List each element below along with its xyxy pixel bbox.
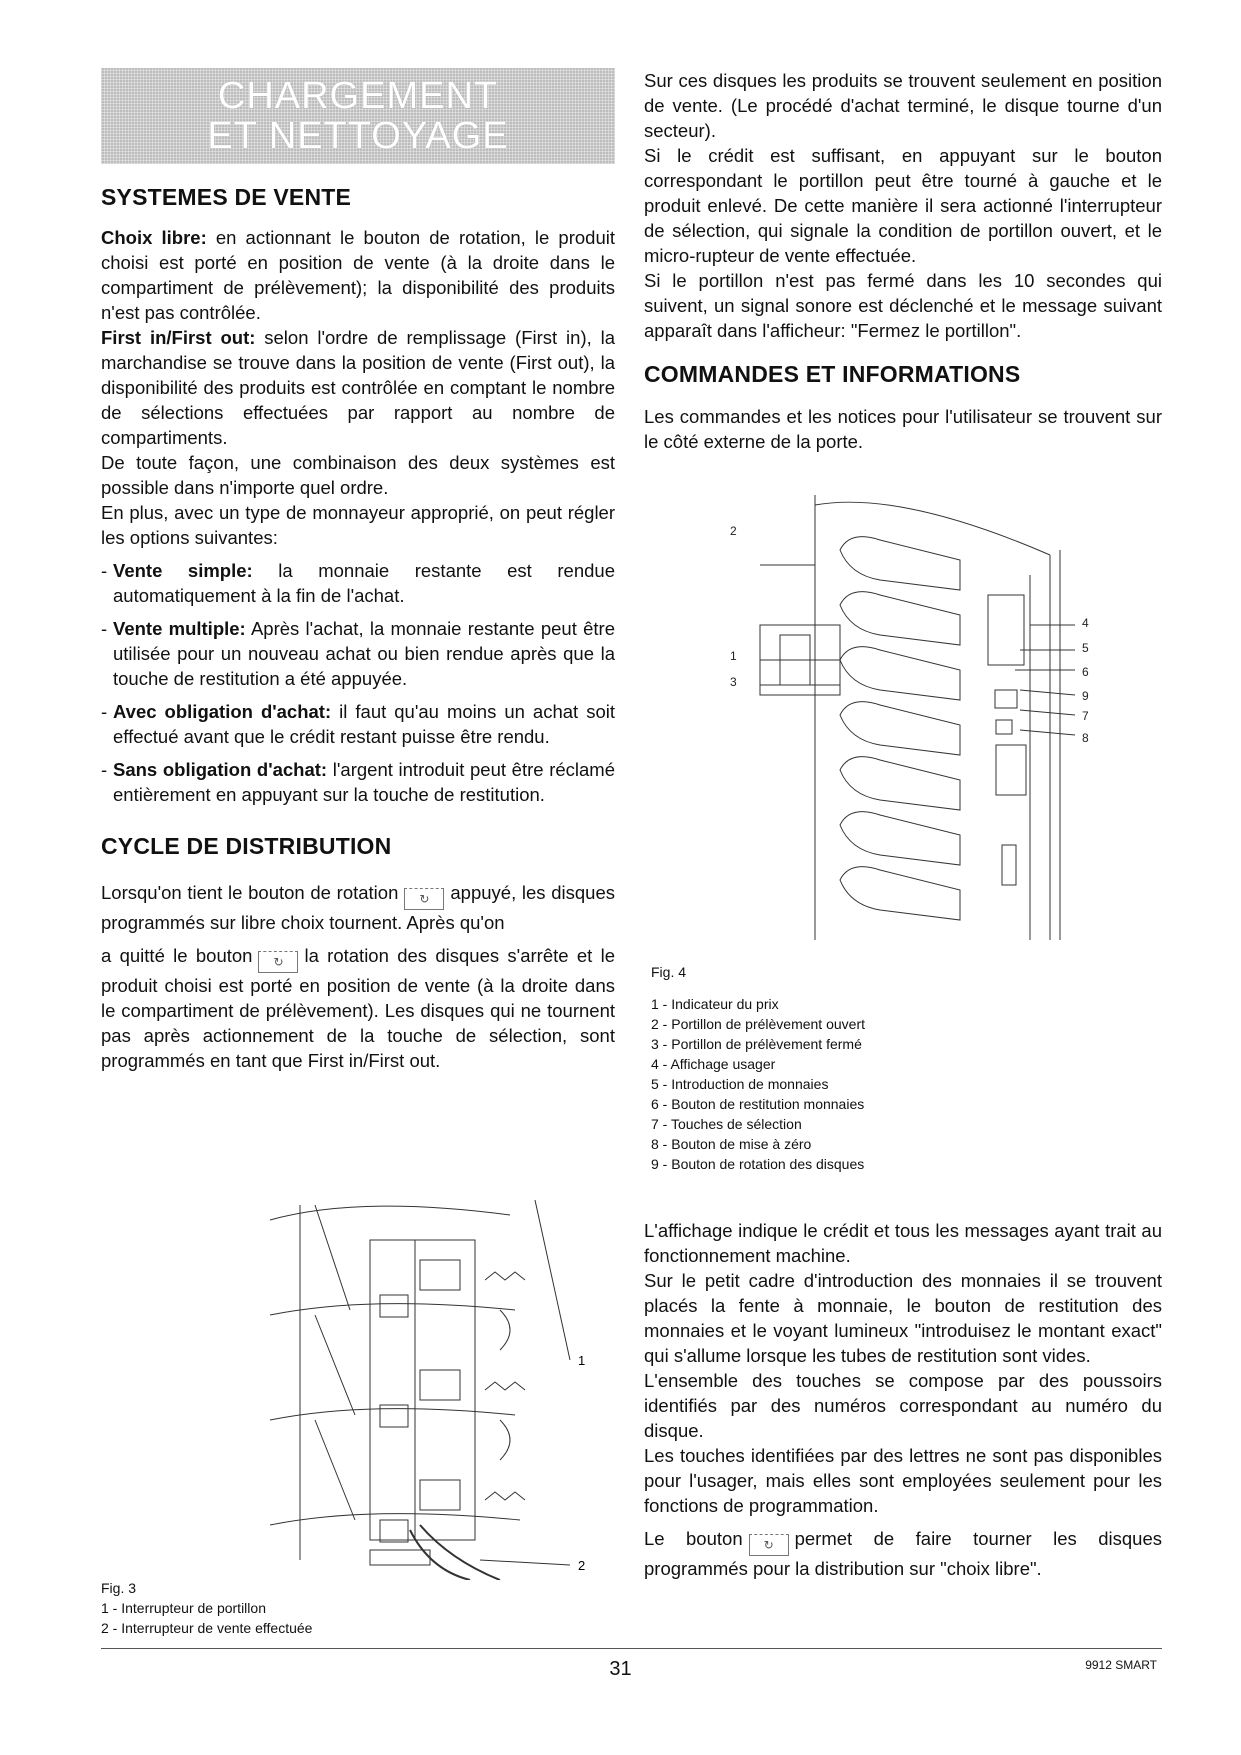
fig4-legend-item: 1 - Indicateur du prix: [651, 996, 779, 1012]
figure-3-caption: [101, 1578, 501, 1638]
fig4-legend-item: 9 - Bouton de rotation des disques: [651, 1156, 865, 1172]
paragraph-credit-suffisant: Si le crédit est suffisant, en appuyant sur le bouton correspondant le portillon peut être tourné à gauche et le produit enlevé. De cette manière il sera actionné l'interrupteur de sélection, qui signale la condition de portillon ouvert, et le micro-rupteur de vente effectuée.: [644, 145, 1162, 266]
text-bouton-b: permet de faire tourner les disques programmés pour la distribution sur "choix libre".: [644, 1528, 1162, 1579]
banner-line-1: CHARGEMENT: [217, 75, 499, 117]
rotation-button-icon: ↻: [404, 888, 444, 910]
figure-3-drawing: [260, 1200, 620, 1580]
option-sans-obligation: - Sans obligation d'achat: l'argent introduit peut être réclamé entièrement en appuyant sur la touche de restitution.: [101, 759, 616, 805]
fig4-callout-right: 5: [1082, 641, 1089, 655]
fig4-callout-right: 9: [1082, 689, 1089, 703]
paragraph-cadre-monnaies: Sur le petit cadre d'introduction des monnaies il se trouvent placés la fente à monnaie, le bouton de restitution des monnaies et le voyant lumineux "introduisez le montant exact" qui s'allume lorsque les tubes de restitution sont vides.: [644, 1270, 1162, 1366]
text-cycle-1b: appuyé, les disques programmés sur libre choix tournent. Après qu'on: [101, 882, 616, 933]
paragraph-touches-lettres: Les touches identifiées par des lettres ne sont pas disponibles pour l'usager, mais elles sont employées seulement pour les fonctions de programmation.: [644, 1445, 1162, 1516]
fig4-legend-item: 4 - Affichage usager: [651, 1056, 776, 1072]
option-vente-simple: - Vente simple: la monnaie restante est rendue automatiquement à la fin de l'achat.: [101, 560, 615, 606]
banner-line-2: ET NETTOYAGE: [207, 115, 509, 157]
fig3-callout-2: 2: [578, 1558, 586, 1573]
paragraph-bouton-rotation: [644, 1526, 1162, 1581]
fig4-callout-left: 1: [730, 649, 737, 663]
label-sans-obligation: Sans obligation d'achat:: [113, 759, 328, 780]
paragraph-portillon-ferme: Si le portillon n'est pas fermé dans les 10 secondes qui suivent, un signal sonore est déclenché et le message suivant apparaît dans l'afficheur: "Fermez le portillon".: [644, 270, 1162, 341]
right-lower-text: [644, 1218, 1162, 1581]
paragraph-options-intro: En plus, avec un type de monnayeur approprié, on peut régler les options suivantes:: [101, 502, 615, 548]
paragraph-affichage: L'affichage indique le crédit et tous les messages ayant trait au fonctionnement machine.: [644, 1220, 1162, 1266]
label-vente-simple: Vente simple:: [113, 560, 253, 581]
label-vente-multiple: Vente multiple:: [113, 618, 246, 639]
fig4-callout-right: 8: [1082, 731, 1089, 745]
fig3-callout-1: 1: [578, 1353, 586, 1368]
right-column: [644, 68, 1162, 454]
option-vente-multiple: - Vente multiple: Après l'achat, la monnaie restante peut être utilisée pour un nouveau achat ou bien rendue après que la touche de restitution a été appuyée.: [101, 618, 615, 689]
left-column: [101, 68, 615, 1073]
fig4-callout-right: 6: [1082, 665, 1089, 679]
paragraph-cycle-2: [101, 943, 615, 1073]
rotation-button-icon: ↻: [749, 1534, 789, 1556]
fig4-callout-right: 7: [1082, 709, 1089, 723]
fig4-legend-item: 8 - Bouton de mise à zéro: [651, 1136, 812, 1152]
option-avec-obligation: - Avec obligation d'achat: il faut qu'au moins un achat soit effectué avant que le crédit restant puisse être rendu.: [101, 701, 615, 747]
label-choix-libre: Choix libre:: [101, 227, 207, 248]
page-number: 31: [609, 1658, 632, 1680]
text-bouton-a: Le bouton: [644, 1528, 743, 1549]
fig4-callout-left: 3: [730, 675, 737, 689]
paragraph-choix-libre: [101, 225, 615, 325]
text-choix-libre: en actionnant le bouton de rotation, le produit choisi est porté en position de vente (à la droite dans le compartiment de prélèvement); la disponibilité des produits n'est pas contrôlée.: [101, 227, 615, 323]
section-banner: [101, 68, 615, 164]
fig4-label: Fig. 4: [651, 964, 687, 980]
paragraph-cycle-1: [101, 880, 615, 935]
fig4-legend-item: 6 - Bouton de restitution monnaies: [651, 1096, 865, 1112]
text-sans-obligation: l'argent introduit peut être réclamé entièrement en appuyant sur la touche de restitution.: [113, 759, 616, 805]
fig3-legend-item: 2 - Interrupteur de vente effectuée: [101, 1620, 313, 1636]
fig4-legend-item: 5 - Introduction de monnaies: [651, 1076, 829, 1092]
paragraph-first-in-first-out: [101, 325, 615, 450]
text-cycle-2a: a quitté le bouton: [101, 945, 253, 966]
fig3-legend-item: 1 - Interrupteur de portillon: [101, 1600, 266, 1616]
text-vente-simple: la monnaie restante est rendue automatiquement à la fin de l'achat.: [113, 560, 615, 606]
fig4-callout-right: 4: [1082, 616, 1089, 630]
text-first-in-first-out: selon l'ordre de remplissage (First in), la marchandise se trouve dans la position de vente (First out), la disponibilité des produits est contrôlée en comptant le nombre de sélections effectuées par rapport au nombre de compartiments.: [101, 327, 615, 448]
text-cycle-1a: Lorsqu'on tient le bouton de rotation: [101, 882, 399, 903]
fig4-callout-left: 2: [730, 524, 737, 538]
paragraph-disques-position: Sur ces disques les produits se trouvent seulement en position de vente. (Le procédé d'achat terminé, le disque tourne d'un secteur).: [644, 70, 1162, 141]
paragraph-combinaison: De toute façon, une combinaison des deux systèmes est possible dans n'importe quel ordre.: [101, 452, 615, 498]
heading-commandes-et-informations: COMMANDES ET INFORMATIONS: [644, 361, 1021, 387]
fig4-legend-item: 3 - Portillon de prélèvement fermé: [651, 1036, 862, 1052]
heading-systemes-de-vente: SYSTEMES DE VENTE: [101, 184, 352, 210]
figure-4-drawing: [720, 495, 1100, 945]
rotation-button-icon: ↻: [258, 951, 298, 973]
paragraph-commandes: Les commandes et les notices pour l'utilisateur se trouvent sur le côté externe de la porte.: [644, 406, 1162, 452]
heading-cycle-de-distribution: CYCLE DE DISTRIBUTION: [101, 833, 392, 859]
text-cycle-2b: la rotation des disques s'arrête et le produit choisi est porté en position de vente (à la droite dans le compartiment de prélèvement). Les disques qui ne tournent pas après actionnement de la touche de sélection, sont programmés en tant que First in/First out.: [101, 945, 615, 1071]
model-label: 9912 SMART: [1085, 1658, 1157, 1672]
fig4-legend-item: 2 - Portillon de prélèvement ouvert: [651, 1016, 865, 1032]
fig3-label: Fig. 3: [101, 1580, 137, 1596]
label-first-in-first-out: First in/First out:: [101, 327, 256, 348]
text-vente-multiple: Après l'achat, la monnaie restante peut être utilisée pour un nouveau achat ou bien rendue après que la touche de restitution a été appuyée.: [113, 618, 615, 689]
figure-4-caption: [651, 962, 1131, 1174]
text-avec-obligation: il faut qu'au moins un achat soit effectué avant que le crédit restant puisse être rendu.: [113, 701, 615, 747]
label-avec-obligation: Avec obligation d'achat:: [113, 701, 332, 722]
fig4-legend-item: 7 - Touches de sélection: [651, 1116, 802, 1132]
footer-rule: [101, 1648, 1162, 1649]
paragraph-ensemble-touches: L'ensemble des touches se compose par des poussoirs identifiés par des numéros correspondant au numéro du disque.: [644, 1370, 1162, 1441]
